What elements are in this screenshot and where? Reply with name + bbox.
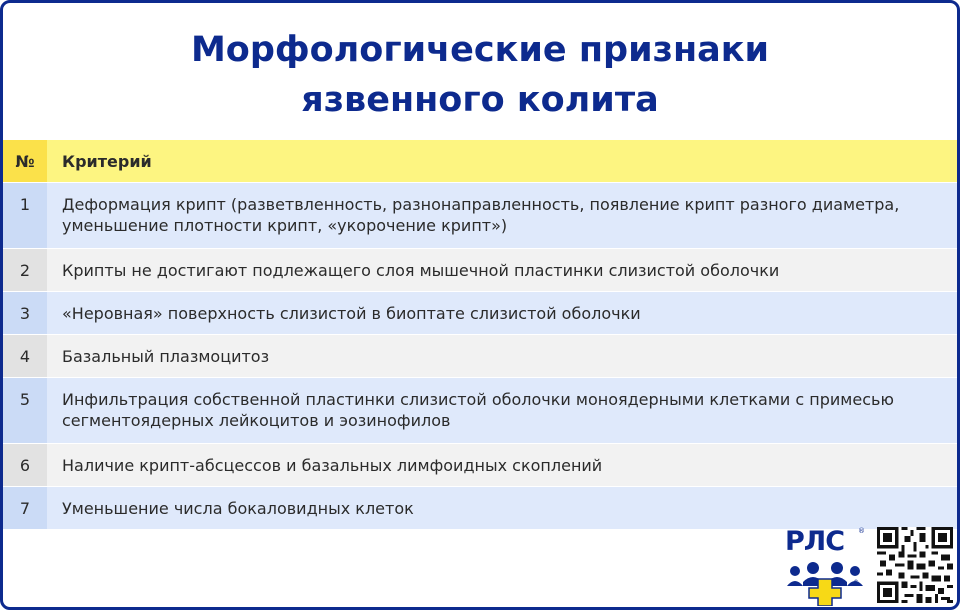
table-row	[3, 377, 957, 443]
registered-mark-2: ®	[853, 579, 859, 586]
row-text: Уменьшение числа бокаловидных клеток	[62, 499, 414, 518]
table-row	[3, 248, 957, 291]
row-num: 7	[3, 487, 47, 529]
page-title	[3, 25, 957, 125]
row-num: 5	[3, 378, 47, 443]
logo-text: РЛС	[785, 526, 845, 557]
row-text: Базальный плазмоцитоз	[62, 347, 270, 366]
row-text: Наличие крипт-абсцессов и базальных лимфоидных скоплений	[62, 456, 603, 475]
registered-mark: ®	[858, 527, 865, 535]
row-num: 6	[3, 444, 47, 486]
table-row	[3, 182, 957, 248]
row-num: 1	[3, 183, 47, 248]
table-row	[3, 334, 957, 377]
row-text: «Неровная» поверхность слизистой в биоптате слизистой оболочки	[62, 304, 641, 323]
rls-logo-icon	[785, 522, 865, 606]
header-num: №	[3, 140, 47, 182]
row-text: Деформация крипт (разветвленность, разнонаправленность, появление крипт разного диаметра, уменьшение плотности крипт, «укорочение крипт»)	[62, 195, 900, 235]
row-num: 4	[3, 335, 47, 377]
table-row	[3, 443, 957, 486]
table-header	[3, 140, 957, 182]
title-line-1: Морфологические признаки	[190, 30, 770, 70]
header-criterion: Критерий	[62, 152, 152, 171]
criteria-table	[3, 140, 957, 529]
qr-code-icon	[877, 527, 953, 603]
row-num: 2	[3, 249, 47, 291]
row-num: 3	[3, 292, 47, 334]
title-line-2: язвенного колита	[301, 80, 659, 120]
table-row	[3, 291, 957, 334]
row-text: Крипты не достигают подлежащего слоя мышечной пластинки слизистой оболочки	[62, 261, 780, 280]
row-text: Инфильтрация собственной пластинки слизистой оболочки моноядерными клетками с примесью сегментоядерных лейкоцитов и эозинофилов	[62, 390, 894, 430]
